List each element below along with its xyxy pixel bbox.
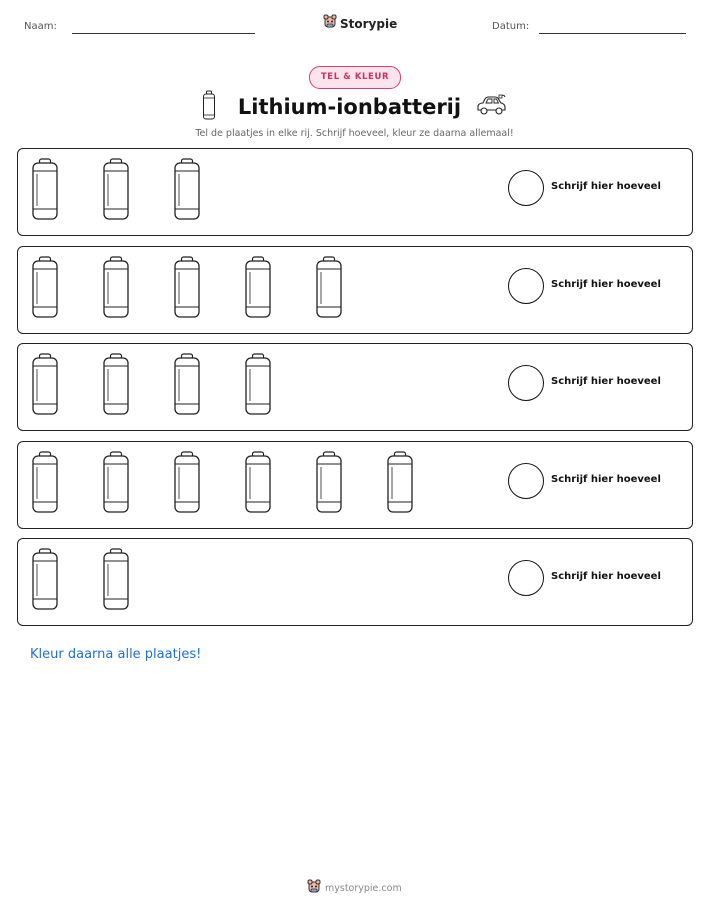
brand-name: Storypie [340,16,398,31]
battery-icon[interactable] [315,256,343,322]
page-title: Lithium-ionbatterij [237,95,462,119]
answer-circle[interactable] [508,560,544,596]
battery-icon[interactable] [244,256,272,322]
count-row [17,343,693,431]
mascot-icon [323,14,337,33]
write-count-label: Schrijf hier hoeveel [551,376,661,387]
battery-icon[interactable] [31,256,59,322]
battery-icon[interactable] [173,158,201,224]
battery-icon[interactable] [102,451,130,517]
footer-url[interactable]: mystorypie.com [325,883,402,894]
mascot-icon [307,879,321,898]
battery-icon[interactable] [173,256,201,322]
electric-car-icon [475,93,507,121]
battery-icon[interactable] [173,451,201,517]
battery-icon[interactable] [31,158,59,224]
write-count-label: Schrijf hier hoeveel [551,474,661,485]
date-line[interactable] [539,33,686,34]
battery-icon[interactable] [315,451,343,517]
brand-logo [323,14,397,33]
battery-icon[interactable] [102,158,130,224]
count-row [17,148,693,236]
answer-circle[interactable] [508,463,544,499]
answer-circle[interactable] [508,365,544,401]
battery-icon[interactable] [386,451,414,517]
battery-icon[interactable] [244,451,272,517]
write-count-label: Schrijf hier hoeveel [551,181,661,192]
count-row [17,441,693,529]
color-instruction: Kleur daarna alle plaatjes! [30,647,202,662]
category-badge: TEL & KLEUR [309,66,401,89]
count-row [17,246,693,334]
count-row [17,538,693,626]
battery-icon[interactable] [173,353,201,419]
name-label: Naam: [24,21,57,32]
footer [307,879,402,898]
battery-icon[interactable] [244,353,272,419]
battery-icon[interactable] [102,256,130,322]
battery-icon[interactable] [31,451,59,517]
answer-circle[interactable] [508,268,544,304]
battery-icon[interactable] [102,548,130,614]
battery-icon[interactable] [31,548,59,614]
write-count-label: Schrijf hier hoeveel [551,279,661,290]
answer-circle[interactable] [508,170,544,206]
battery-icon[interactable] [31,353,59,419]
subtitle: Tel de plaatjes in elke rij. Schrijf hoeveel, kleur ze daarna allemaal! [195,128,514,139]
date-label: Datum: [492,21,530,32]
battery-icon [202,90,216,124]
battery-icon[interactable] [102,353,130,419]
title-row [0,90,709,124]
write-count-label: Schrijf hier hoeveel [551,571,661,582]
name-line[interactable] [72,33,255,34]
